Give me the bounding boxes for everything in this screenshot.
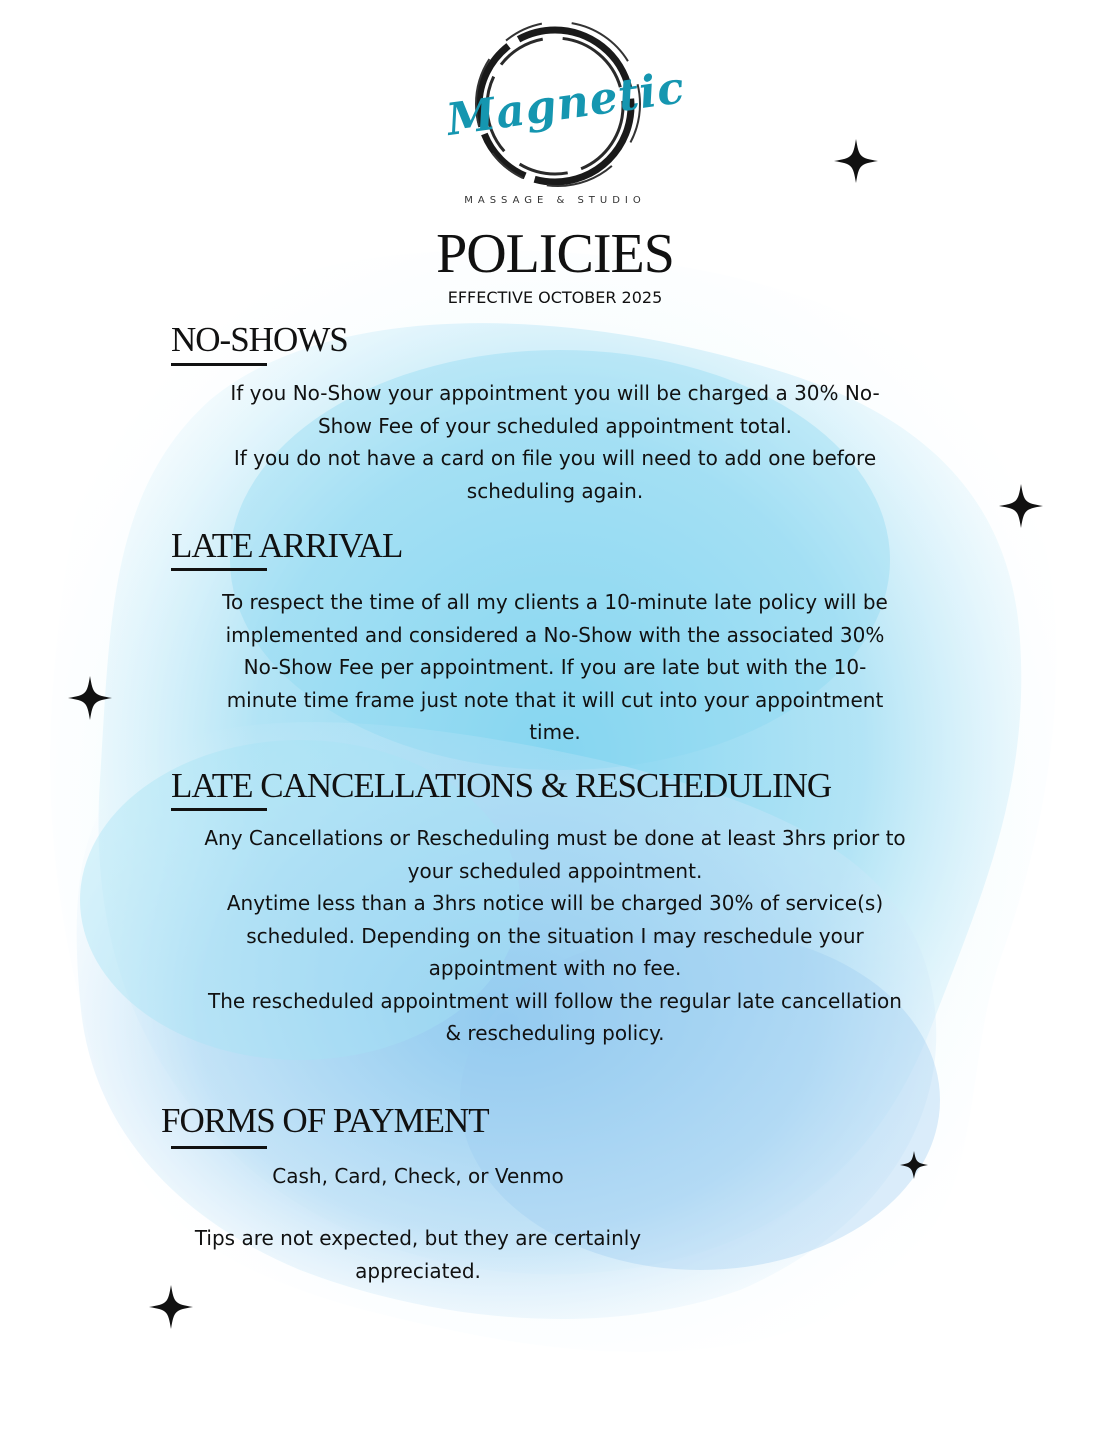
sparkle-icon — [67, 675, 113, 721]
sparkle-icon — [998, 483, 1044, 529]
heading-underline — [171, 568, 267, 571]
late-arrival-text — [120, 586, 990, 749]
text-line: scheduled. Depending on the situation I may reschedule your — [246, 923, 864, 948]
text-line: scheduling again. — [466, 478, 644, 503]
page-subtitle: EFFECTIVE OCTOBER 2025 — [447, 288, 663, 307]
text-line: & rescheduling policy. — [445, 1021, 665, 1045]
sparkle-icon — [833, 138, 879, 184]
text-line: Any Cancellations or Rescheduling must be done at least 3hrs prior to — [204, 826, 906, 850]
sparkle-icon — [899, 1150, 929, 1180]
text-line: implemented and considered a No-Show with the associated 30% — [225, 622, 885, 647]
no-shows-text — [120, 377, 990, 507]
logo-script-text: Magnetic — [443, 62, 689, 147]
text-line: time. — [529, 720, 581, 744]
heading-underline — [171, 363, 267, 366]
section-heading-late-cancellations: LATE CANCELLATIONS & RESCHEDULING — [171, 766, 832, 805]
heading-underline — [171, 808, 267, 811]
brand-logo — [432, 18, 689, 210]
text-line: The rescheduled appointment will follow the regular late cancellation — [208, 988, 902, 1013]
text-line: Cash, Card, Check, or Venmo — [272, 1164, 564, 1188]
text-line: To respect the time of all my clients a 10-minute late policy will be — [222, 590, 888, 614]
text-line: minute time frame just note that it will cut into your appointment — [226, 687, 884, 712]
text-line: your scheduled appointment. — [407, 858, 703, 883]
text-line: If you do not have a card on file you will need to add one before — [233, 446, 877, 470]
text-line: If you No-Show your appointment you will be charged a 30% No- — [230, 381, 880, 405]
payment-methods-text — [168, 1160, 668, 1193]
section-heading-late-arrival: LATE ARRIVAL — [171, 526, 403, 565]
late-cancellations-text — [105, 822, 1005, 1050]
text-line: appointment with no fee. — [428, 956, 682, 980]
page-title: POLICIES — [436, 223, 674, 285]
text-line: Tips are not expected, but they are certainly — [194, 1226, 642, 1250]
text-line: Anytime less than a 3hrs notice will be charged 30% of service(s) — [226, 891, 884, 915]
text-line: No-Show Fee per appointment. If you are late but with the 10- — [243, 655, 867, 679]
section-heading-no-shows: NO-SHOWS — [171, 320, 348, 359]
sparkle-icon — [148, 1284, 194, 1330]
heading-underline — [171, 1146, 267, 1149]
text-line: Show Fee of your scheduled appointment total. — [317, 413, 793, 438]
tips-text — [148, 1222, 688, 1287]
section-heading-forms-of-payment: FORMS OF PAYMENT — [161, 1101, 489, 1140]
logo-tagline: MASSAGE & STUDIO — [464, 195, 646, 206]
text-line: appreciated. — [355, 1258, 481, 1283]
